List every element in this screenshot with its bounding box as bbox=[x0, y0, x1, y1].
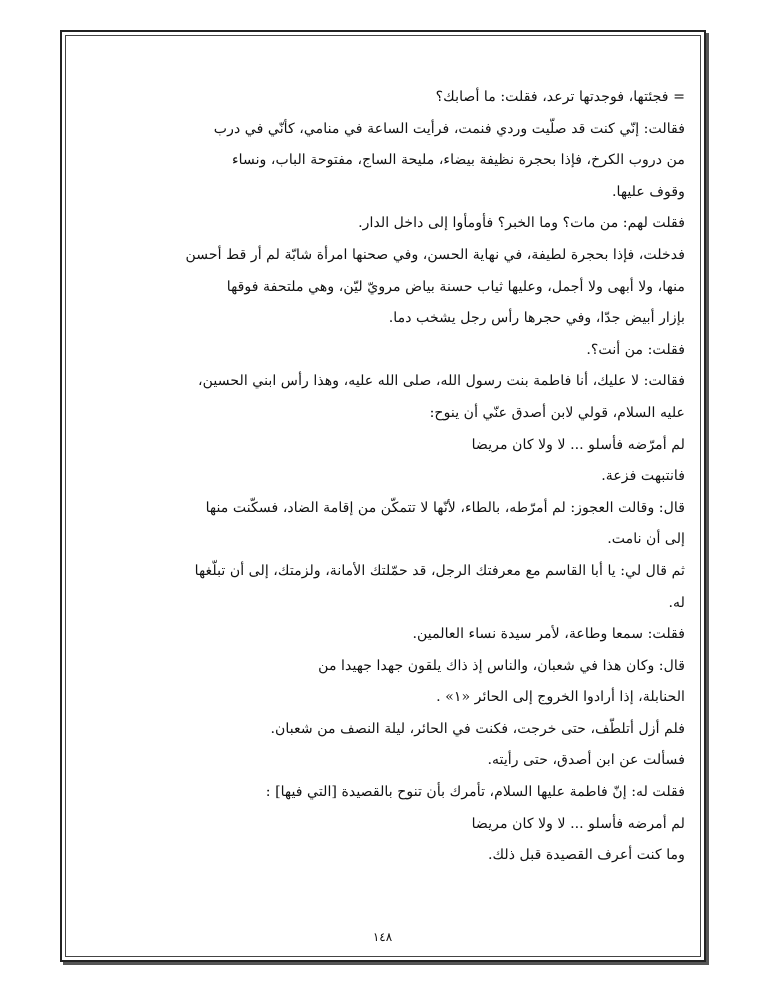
text-line: فقلت لهم: من مات؟ وما الخبر؟ فأومأوا إلى داخل الدار. bbox=[358, 215, 685, 232]
text-line: الحنابلة، إذا أرادوا الخروج إلى الحائر «١» . bbox=[436, 689, 685, 706]
text-line: عليه السلام، قولي لابن أصدق عنّي أن ينوح: bbox=[429, 404, 685, 421]
verse-line: لم أمرضه فأسلو ... لا ولا كان مريضا bbox=[471, 815, 685, 832]
text-line: فانتبهت فزعة. bbox=[601, 468, 685, 485]
text-line: فقالت: إنّي كنت قد صلّيت وردي فنمت، فرأيت الساعة في منامي، كأنّي في درب bbox=[213, 120, 685, 137]
text-line: فسألت عن ابن أصدق، حتى رأيته. bbox=[487, 752, 685, 769]
text-line: = فجئتها، فوجدتها ترعد، فقلت: ما أصابك؟ bbox=[435, 89, 685, 105]
page-number: ١٤٨ bbox=[372, 930, 393, 944]
body-text bbox=[145, 82, 685, 872]
text-line: بإزار أبيض جدّا، وفي حجرها رأس رجل يشخب دما. bbox=[388, 310, 685, 327]
text-line: منها، ولا أبهى ولا أجمل، وعليها ثياب حسنة بياض مرويّ ليّن، وهي ملتحفة فوقها bbox=[226, 278, 685, 295]
text-line: إلى أن نامت. bbox=[607, 531, 685, 548]
text-line: فقلت: سمعا وطاعة، لأمر سيدة نساء العالمين. bbox=[412, 626, 685, 643]
text-line: فقلت له: إنّ فاطمة عليها السلام، تأمرك بأن تنوح بالقصيدة [التي فيها] : bbox=[265, 784, 685, 801]
text-line: ثم قال لي: يا أبا القاسم مع معرفتك الرجل، قد حمّلتك الأمانة، ولزمتك، إلى أن تبلّغها bbox=[194, 562, 685, 579]
text-line: وقوف عليها. bbox=[612, 183, 685, 200]
text-line: من دروب الكرخ، فإذا بحجرة نظيفة بيضاء، مليحة الساج، مفتوحة الباب، ونساء bbox=[231, 152, 685, 169]
text-line: قال: وقالت العجوز: لم أمرّطه، بالطاء، لأنّها لا تتمكّن من إقامة الضاد، فسكّنت منها bbox=[205, 499, 685, 516]
text-line: فقالت: لا عليك، أنا فاطمة بنت رسول الله، صلى الله عليه، وهذا رأس ابني الحسين، bbox=[198, 373, 685, 390]
text-line: له. bbox=[668, 594, 685, 611]
text-line: قال: وكان هذا في شعبان، والناس إذ ذاك يلقون جهدا جهيدا من bbox=[318, 657, 685, 674]
verse-line: لم أمرّضه فأسلو ... لا ولا كان مريضا bbox=[471, 436, 685, 453]
text-line: فلم أزل أتلطّف، حتى خرجت، فكنت في الحائر، ليلة النصف من شعبان. bbox=[270, 720, 685, 737]
text-line: فقلت: من أنت؟. bbox=[586, 341, 685, 358]
text-line: فدخلت، فإذا بحجرة لطيفة، في نهاية الحسن، وفي صحنها امرأة شابّة لم أر قط أحسن bbox=[185, 246, 685, 263]
text-line: وما كنت أعرف القصيدة قبل ذلك. bbox=[487, 847, 685, 864]
